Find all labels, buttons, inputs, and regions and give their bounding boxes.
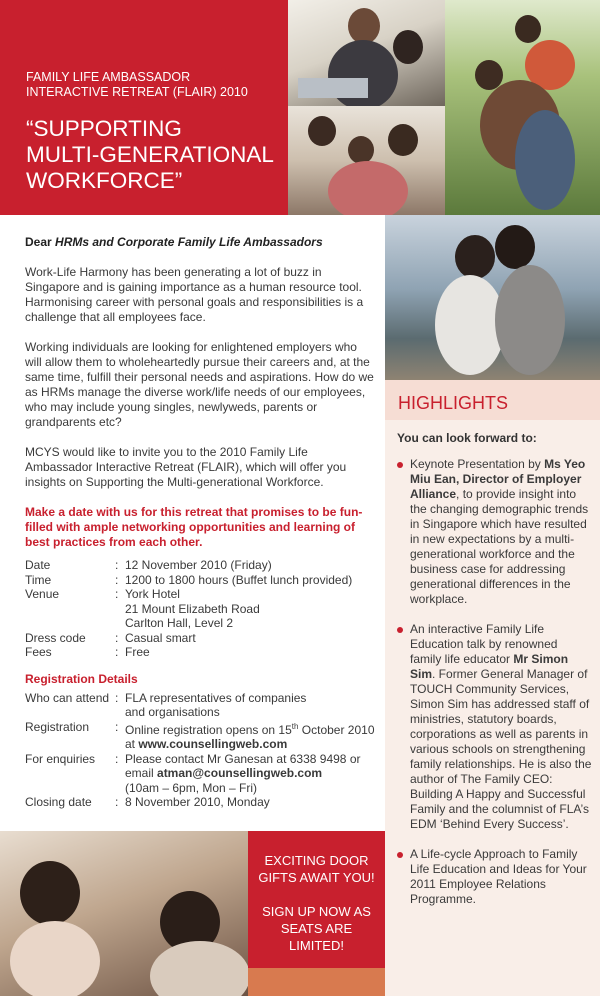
registration-link[interactable]: www.counsellingweb.com [138, 737, 288, 751]
event-title [26, 116, 288, 194]
greeting [25, 235, 375, 250]
greeting-audience: HRMs and Corporate Family Life Ambassadors [55, 235, 323, 249]
reg-value: FLA representatives of companies and organisations [125, 690, 307, 719]
callout-line: LIMITED! [289, 938, 344, 953]
reg-label: Closing date [25, 795, 92, 809]
detail-label: Date [25, 558, 51, 572]
intro-paragraph: Work-Life Harmony has been generating a lot of buzz in Singapore and is gaining importance as a human resource tool. Harmonising career with personal goals and responsibilities is a challenge that all employees face. [25, 265, 364, 324]
highlights-title: HIGHLIGHTS [398, 393, 509, 413]
event-subtitle [26, 70, 281, 100]
detail-value: 1200 to 1800 hours (Buffet lunch provided) [125, 572, 353, 587]
list-item: Keynote Presentation by Ms Yeo Miu Ean, Director of Employer Alliance, to provide insight into the changing demographic trends in Singapore which have resulted in new expectations by a multi-generational workforce and the business case for addressing generational differences in the workplace. [397, 457, 592, 607]
girls-playing-photo [0, 831, 248, 996]
park-family-photo [445, 0, 600, 215]
reg-value: Please contact Mr Ganesan at 6338 9498 or email atman@counsellingweb.com (10am – 6pm, Mon – Fri) [125, 751, 361, 795]
callout-accent-band [248, 968, 385, 996]
registration-table: Who can attend : FLA representatives of companies and organisations Registration : Online registration opens on 15th October 2010 at www.counsellingweb.com For enquiries : Please contact Mr Ganesan at 6338 9498 or email atman@counsellingweb.com (10am – 6pm, Mon – Fri) Closing date : 8 November 2010, Monday [25, 690, 375, 809]
detail-value: York Hotel 21 Mount Elizabeth Road Carlton Hall, Level 2 [125, 587, 260, 630]
detail-label: Dress code [25, 630, 86, 645]
callout-line: EXCITING DOOR [264, 853, 369, 868]
subtitle-line: INTERACTIVE RETREAT (FLAIR) 2010 [26, 85, 248, 99]
title-line: WORKFORCE” [26, 168, 183, 193]
couple-beach-photo [385, 215, 600, 380]
enquiry-email-link[interactable]: atman@counsellingweb.com [157, 766, 323, 780]
speaker-name: Mr Simon Sim [410, 652, 569, 681]
callout-line: SEATS ARE [280, 921, 353, 936]
reg-label: For enquiries [25, 751, 96, 766]
reg-value: Online registration opens on 15th October 2010 at www.counsellingweb.com [125, 721, 375, 751]
office-photo [288, 0, 445, 106]
highlights-list [397, 457, 592, 922]
bullet-icon [397, 462, 403, 468]
callout-line: SIGN UP NOW AS [262, 904, 371, 919]
subtitle-line: FAMILY LIFE AMBASSADOR [26, 70, 191, 84]
detail-value: 12 November 2010 (Friday) [125, 558, 272, 572]
highlights-intro: You can look forward to: [397, 431, 537, 445]
detail-label: Venue [25, 587, 60, 601]
needs-paragraph: Working individuals are looking for enlightened employers who will allow them to wholeheartedly pursue their careers and, at the same time, fulfill their personal needs and aspirations. How do we as HRMs manage the diverse work/life needs of our employees, who may include young singles, newlyweds, parents or grandparents etc? [25, 340, 374, 429]
reg-value: 8 November 2010, Monday [125, 795, 270, 809]
callout-line: GIFTS AWAIT YOU! [258, 870, 375, 885]
letter-body [25, 235, 375, 822]
reg-label: Who can attend [25, 690, 110, 705]
family-photo [288, 106, 445, 215]
title-line: “SUPPORTING [26, 116, 182, 141]
title-line: MULTI-GENERATIONAL [26, 142, 274, 167]
greeting-prefix: Dear [25, 235, 56, 249]
list-item: A Life-cycle Approach to Family Life Education and Ideas for Your 2011 Employee Relations Programme. [397, 847, 592, 907]
registration-title: Registration Details [25, 671, 138, 686]
invite-paragraph: MCYS would like to invite you to the 2010 Family Life Ambassador Interactive Retreat (FLAIR), which will offer you insights on Supporting the Multi-generational Workforce. [25, 445, 347, 489]
detail-label: Time [25, 572, 52, 587]
make-a-date-callout: Make a date with us for this retreat that promises to be fun-filled with ample networking opportunities and learning of best practices from each other. [25, 505, 363, 549]
event-details-table: Date : 12 November 2010 (Friday) Time : 1200 to 1800 hours (Buffet lunch provided) Venue : York Hotel 21 Mount Elizabeth Road Carlton Hall, Level 2 Dress code : Casual smart Fees : Free [25, 558, 375, 660]
list-item: An interactive Family Life Education talk by renowned family life educator Mr Simon Sim. Former General Manager of TOUCH Community Services, Simon Sim has addressed staff of ministries, statutory boards, corporations as well as parents in various schools on strengthening family relationships. He is also the author of The Family CEO: Building A Happy and Successful Family and the columnist of FLA’s EDM ‘Behind Every Success’. [397, 622, 592, 832]
detail-value: Casual smart [125, 630, 196, 645]
detail-value: Free [125, 645, 150, 659]
speaker-name: Ms Yeo Miu Ean, Director of Employer Alliance [410, 457, 586, 501]
bullet-icon [397, 627, 403, 633]
reg-label: Registration [25, 719, 90, 734]
bullet-icon [397, 852, 403, 858]
detail-label: Fees [25, 645, 52, 659]
